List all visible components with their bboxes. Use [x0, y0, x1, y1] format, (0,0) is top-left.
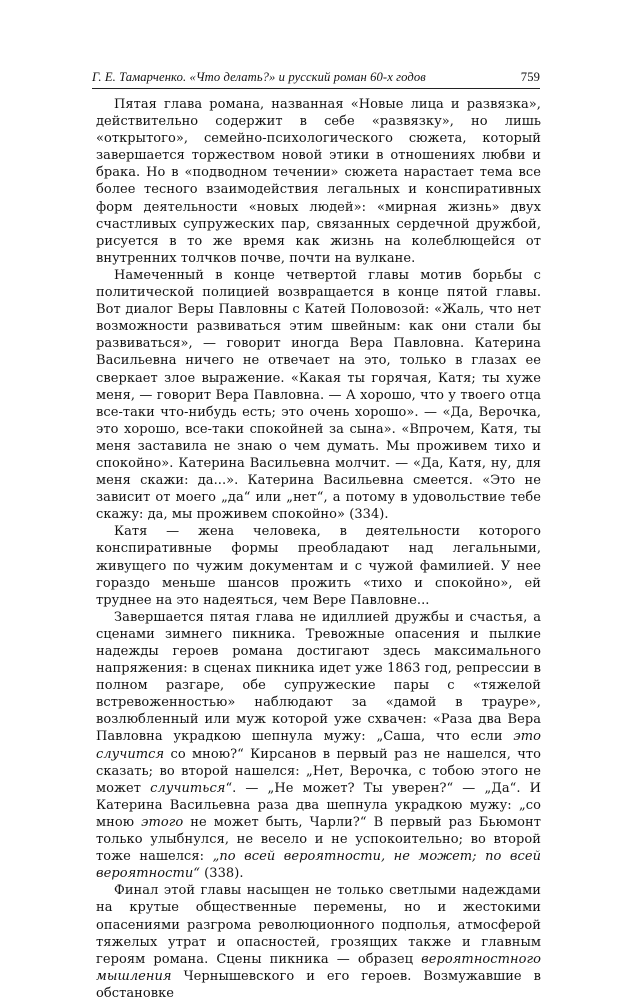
text-run: “. — „Не может? Ты уверен?“ — „Да“. И Катерина Васильевна раза два шепнула украдкою мужу: „со мною — [96, 780, 541, 830]
text-run: не может быть, Чарли?“ В первый раз Бьюмонт только улыбнулся, не весело и не успокоительно; во второй тоже нашелся: — [96, 814, 541, 865]
text-run: Чернышевского и его героев. Возмужавшие в обстановке — [96, 968, 541, 1001]
text-run: Пятая глава романа, названная «Новые лица и развязка», действительно содержит в себе «развязку», но лишь «открытого», семейно-психологического сюжета, который завершается торжеством новой этики в отношениях любви и брака. Но в «подводном течении» сюжета нарастает тема все более тесного взаимодействия легальных и конспиративных форм деятельности «новых людей»: «мирная жизнь» двух счастливых супружеских пар, связанных сердечной дружбой, рисуется в то же время как жизнь на колеблющейся от внутренних толчков почве, почти на вулкане. — [96, 97, 541, 266]
text-run: (338). — [199, 866, 244, 882]
running-header — [92, 70, 540, 85]
paragraph-2 — [96, 267, 541, 523]
italic-run: этого — [141, 814, 184, 830]
italic-run: это случится — [96, 729, 541, 762]
running-title: Г. Е. Тамарченко. «Что делать?» и русский роман 60-х годов — [92, 70, 426, 84]
text-run: Намеченный в конце четвертой главы мотив борьбы с политической полицией возвращается в конце пятой главы. Вот диалог Веры Павловны с Катей Половозой: «Жаль, что нет возможности развиваться этим швейным: как они стали бы развиваться», — говорит иногда Вера Павловна. Катерина Васильевна ничего не отвечает на это, только в глазах ее сверкает злое выражение. «Какая ты горячая, Катя; ты хуже меня, — говорит Вера Павловна. — А хорошо, что у твоего отца все-таки что-нибудь есть; это очень хорошо». — «Да, Верочка, это хорошо, все-таки спокойней за сына». «Впрочем, Катя, ты меня заставила не знаю о чем думать. Мы проживем тихо и спокойно». Катерина Васильевна молчит. — «Да, Катя, ну, для меня скажи: да...». Катерина Васильевна смеется. «Это не зависит от моего „да“ или „нет“, а потому в удовольствие тебе скажу: да, мы проживем спокойно» (334). — [96, 267, 541, 523]
paragraph-1 — [96, 96, 541, 267]
paragraph-4 — [96, 609, 541, 883]
italic-run: „по всей вероятности, не может; по всей вероятности“ — [96, 849, 542, 882]
paragraph-5 — [96, 882, 541, 1002]
body-text — [96, 96, 541, 1002]
page-number: 759 — [520, 70, 540, 84]
paragraph-3 — [96, 523, 541, 608]
text-run: Финал этой главы насыщен не только светлыми надеждами на крутые общественные перемены, но и жестокими опасениями разгрома революционного подполья, атмосферой тяжелых утрат и опасностей, грозящих также и главным героям романа. Сцены пикника — образец — [96, 883, 541, 967]
italic-run: вероятностного мышления — [96, 951, 541, 984]
header-rule — [92, 88, 540, 89]
text-run: со мною?“ Кирсанов в первый раз не нашелся, что сказать; во второй нашелся: „Нет, Верочка, с тобою этого не может — [96, 746, 541, 796]
italic-run: случиться — [150, 780, 226, 796]
text-run: Катя — жена человека, в деятельности которого конспиративные формы преобладают над легальными, живущего по чужим документам и с чужой фамилией. У нее гораздо меньше шансов прожить «тихо и спокойно», ей труднее на это надеяться, чем Вере Павловне... — [96, 524, 541, 608]
text-run: Завершается пятая глава не идиллией дружбы и счастья, а сценами зимнего пикника. Тревожные опасения и пылкие надежды героев романа достигают здесь максимального напряжения: в сценах пикника идет уже 1863 год, репрессии в полном разгаре, обе супружеские пары с «тяжелой встревоженностью» наблюдают за «дамой в трауре», возлюбленный или муж которой уже схвачен: «Раза два Вера Павловна украдкою шепнула мужу: „Саша, что если — [96, 609, 541, 745]
